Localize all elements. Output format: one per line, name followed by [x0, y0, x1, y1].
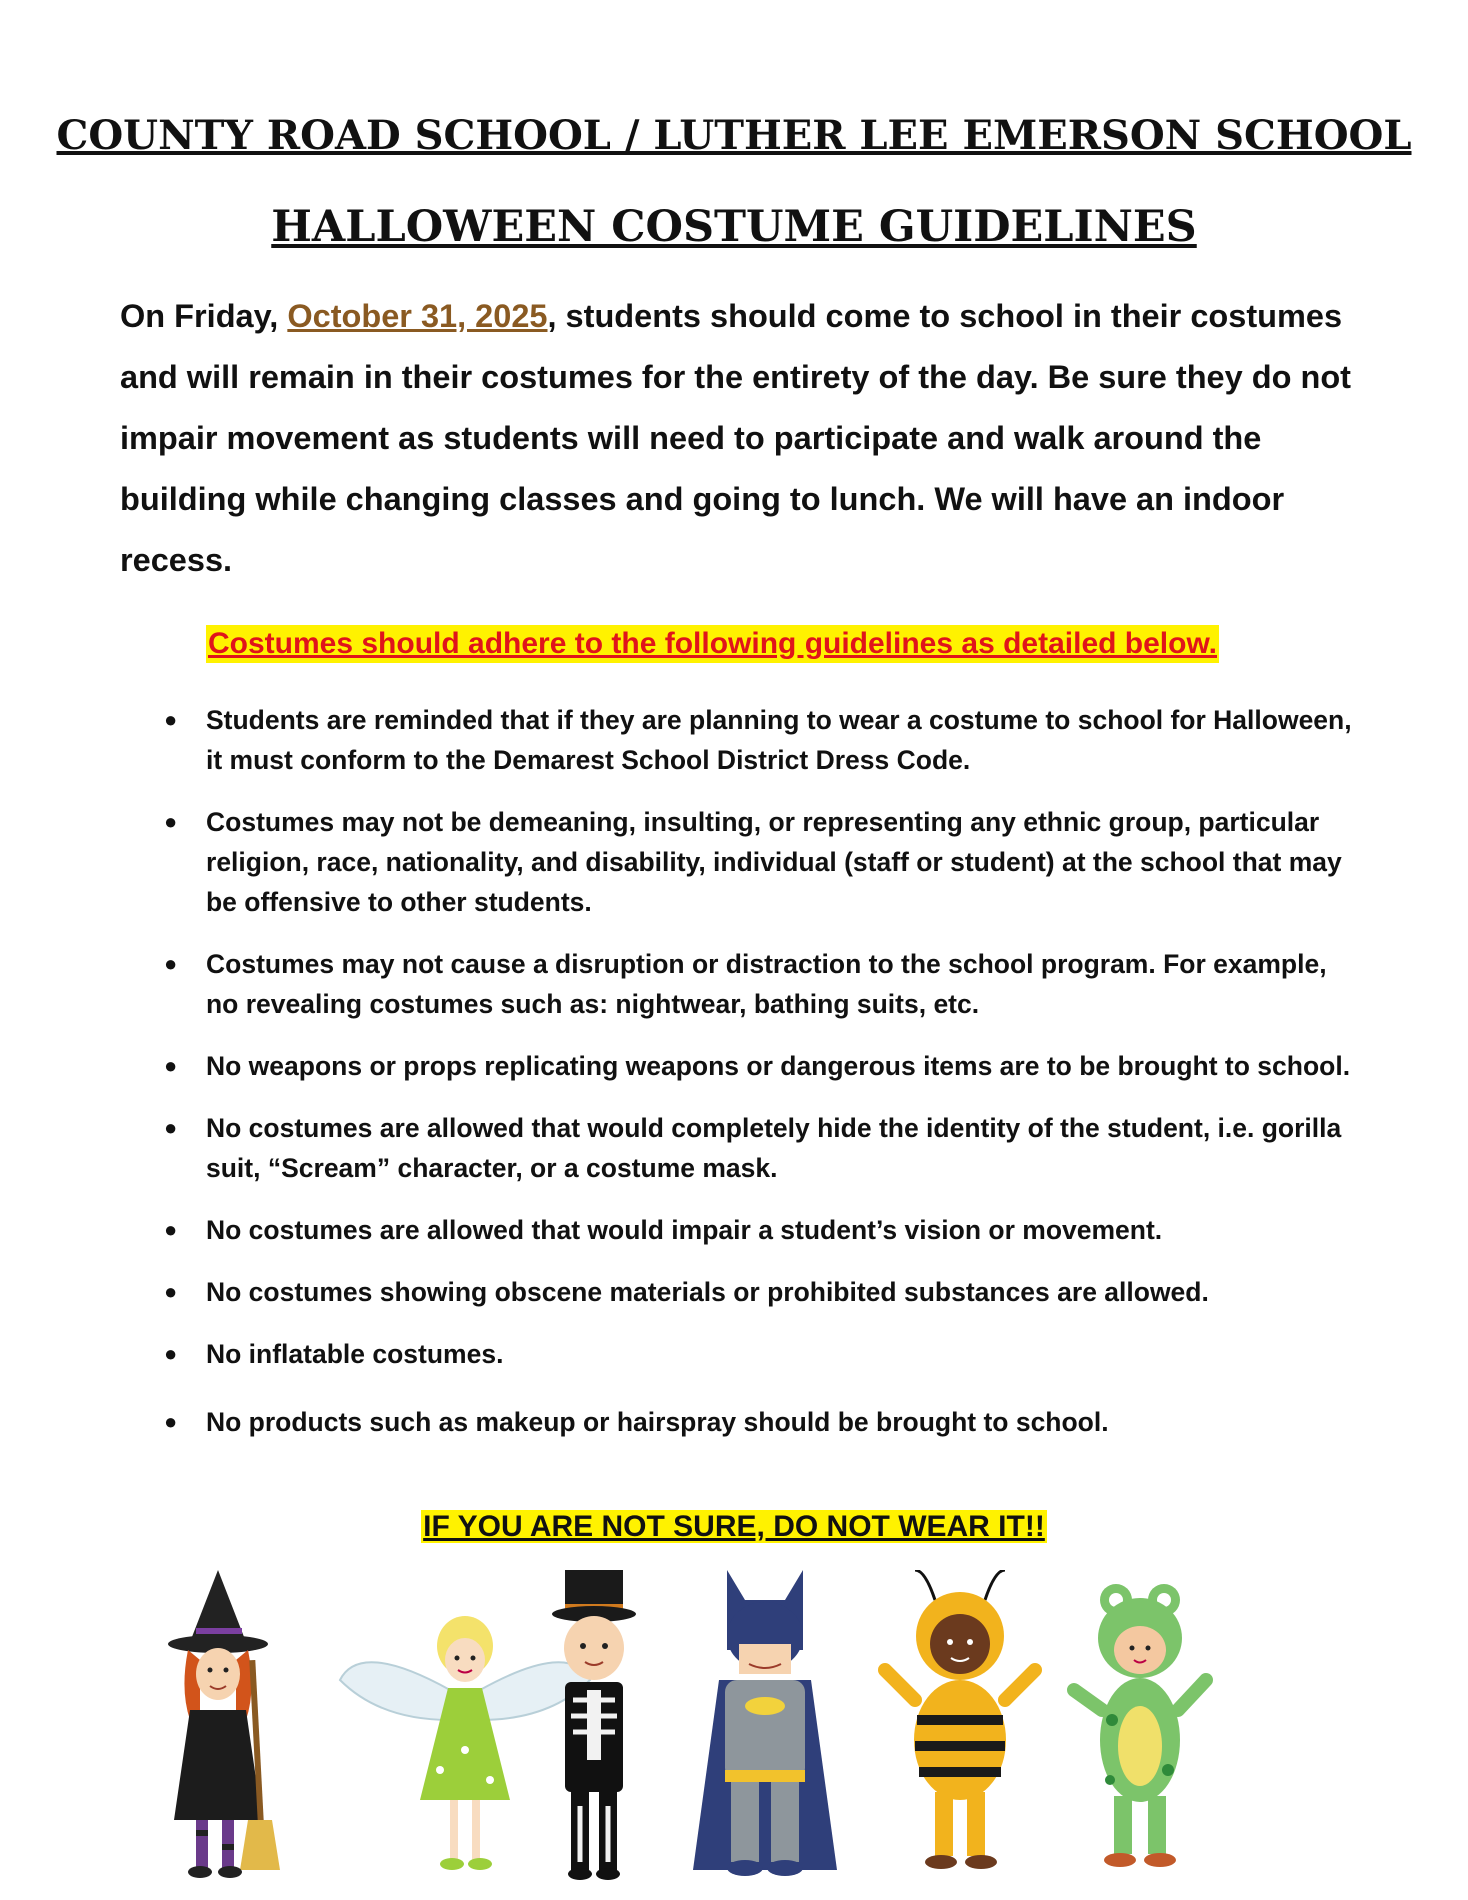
intro-body: , students should come to school in their costumes and will remain in their costumes for the entirety of the day. Be sure they do not impair movement as students will need to participate and walk around the building while changing classes and going to lunch. We will have an indoor recess. — [120, 298, 1352, 578]
bullet-icon: ● — [164, 1217, 178, 1242]
bullet-icon: ● — [164, 1341, 178, 1366]
bullet-icon: ● — [164, 1279, 178, 1304]
bullet-icon: ● — [164, 1053, 178, 1078]
rule-item — [160, 802, 1360, 922]
rule-item — [160, 1108, 1360, 1188]
rule-text: Costumes may not be demeaning, insulting, or representing any ethnic group, particular religion, race, nationality, and disability, individual (staff or student) at the school that may be offensive to other students. — [206, 807, 1342, 917]
bat-hero-costume-icon — [693, 1570, 837, 1876]
event-date-link[interactable]: October 31, 2025 — [287, 298, 548, 334]
intro-prefix: On Friday, — [120, 298, 288, 334]
rule-text: No inflatable costumes. — [206, 1339, 504, 1369]
intro-paragraph — [120, 286, 1360, 591]
bee-costume-icon — [885, 1570, 1035, 1869]
school-title: COUNTY ROAD SCHOOL / LUTHER LEE EMERSON SCHOOL — [56, 112, 1412, 159]
fairy-costume-icon — [340, 1616, 590, 1870]
rule-item — [160, 1210, 1360, 1250]
rule-text: Students are reminded that if they are planning to wear a costume to school for Halloween, it must conform to the Demarest School District Dress Code. — [206, 705, 1352, 775]
rule-item — [160, 1046, 1360, 1086]
rule-text: No costumes are allowed that would impair a student’s vision or movement. — [206, 1215, 1163, 1245]
witch-costume-icon — [168, 1570, 280, 1878]
document-title: HALLOWEEN COSTUME GUIDELINES — [271, 202, 1197, 252]
bullet-icon: ● — [164, 1115, 178, 1140]
rule-item — [160, 1402, 1360, 1442]
bullet-icon: ● — [164, 809, 178, 834]
bullet-icon: ● — [164, 1409, 178, 1434]
rule-text: No products such as makeup or hairspray should be brought to school. — [206, 1407, 1109, 1437]
skeleton-costume-icon — [552, 1570, 636, 1880]
rules-list — [160, 700, 1360, 1442]
bullet-icon: ● — [164, 951, 178, 976]
rule-text: Costumes may not cause a disruption or distraction to the school program. For example, no revealing costumes such as: nightwear, bathing suits, etc. — [206, 949, 1327, 1019]
rule-item — [160, 700, 1360, 780]
frog-costume-icon — [1074, 1584, 1206, 1867]
warning-banner — [0, 1508, 1468, 1546]
rule-text: No costumes showing obscene materials or prohibited substances are allowed. — [206, 1277, 1209, 1307]
rule-item — [160, 1272, 1360, 1312]
costume-kids-illustration — [150, 1570, 1300, 1890]
warning-text: IF YOU ARE NOT SURE, DO NOT WEAR IT!! — [423, 1510, 1045, 1543]
rule-item — [160, 944, 1360, 1024]
rule-text: No costumes are allowed that would completely hide the identity of the student, i.e. gorilla suit, “Scream” character, or a costume mask. — [206, 1113, 1342, 1183]
guidelines-banner: Costumes should adhere to the following guidelines as detailed below. — [206, 625, 1219, 663]
rule-item — [160, 1334, 1360, 1374]
bullet-icon: ● — [164, 707, 178, 732]
rule-text: No weapons or props replicating weapons or dangerous items are to be brought to school. — [206, 1051, 1351, 1081]
